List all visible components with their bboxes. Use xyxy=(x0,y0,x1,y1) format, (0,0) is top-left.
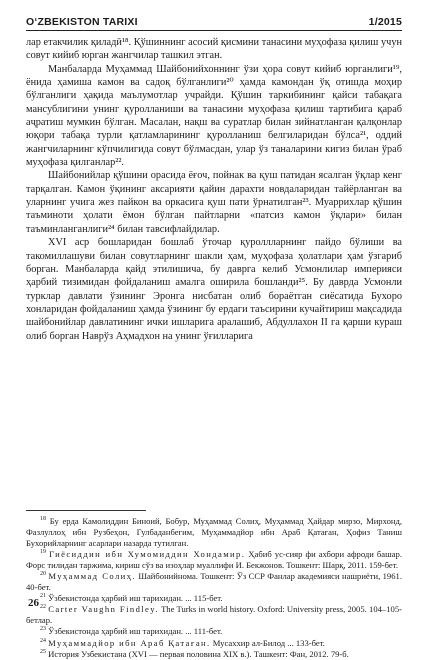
footnote-number: 20 xyxy=(40,571,46,578)
article-body xyxy=(26,36,402,343)
footnote-number: 18 xyxy=(40,516,46,523)
footnote-text: Шайбонийнома. Тошкент: Ўз ССР Фанлар академияси нашриёти, 1961. 40-бет. xyxy=(26,570,402,592)
footnote-text: Мусаххир ал-Билод ... 133-бет. xyxy=(212,637,325,648)
footnote xyxy=(26,549,402,571)
footnote xyxy=(26,516,402,548)
footnote xyxy=(26,604,402,626)
page-number: 26 xyxy=(28,597,39,609)
footnote-number: 24 xyxy=(40,637,46,644)
footnote-text: Ҳабиб ус-сияр фи ахбори афроди башар. Форс тилидан таржима, кириш сўз ва изоҳлар муаллифи И. Бекжонов. Тошкент: Шарқ, 2011. 159-бет. xyxy=(26,548,402,570)
footnote-author: Carter Vaughn Findley. xyxy=(48,604,159,615)
header-divider xyxy=(26,30,402,31)
footnote-author: Муҳаммадйор ибн Араб Қатаған. xyxy=(48,637,211,648)
footnote-number: 21 xyxy=(40,593,46,600)
paragraph: XVI аср бошларидан бошлаб ўточар қуроллларнинг пайдо бўлиши ва такомиллашуви билан совутларнинг шакли ҳам, муҳофаза ҳолатлари ҳам ўзгариб борган. Манбаларда қайд этилишича, бу даврга келиб Усмонлилар империяси ҳарбий тизимидан фойдаланиш амалга оширила бошланди²⁵. Бу даврда Усмонли турклар давлати ўзининг Эронга нисбатан олиб бораётган сиёсатида Бухоро хонларидан фойдаланиш ҳамда ўзининг бу ердаги таъсирини кучайтириш мақсадида шайбонийлар давлатининг ички ишларига аралашиб, Абдуллахон II га қарши кураш олиб борган Наврўз Аҳмадхон на унинг ўғилларига xyxy=(26,237,402,342)
footnote-text: Ўзбекистонда ҳарбий иш тарихидан. ... 115-бет. xyxy=(48,593,223,604)
footnote-number: 23 xyxy=(40,626,46,633)
footnote-number: 25 xyxy=(40,649,46,656)
footnotes xyxy=(26,516,402,660)
footnote xyxy=(26,649,402,660)
footnote xyxy=(26,626,402,637)
footnote-text: История Узбекистана (XVI — первая половина XIX в.). Ташкент: Фан, 2012. 79-б. xyxy=(48,649,349,660)
footnote-text: Ўзбекистонда ҳарбий иш тарихидан. ... 111-бет. xyxy=(48,626,223,637)
journal-title: O‘ZBEKISTON TARIXI xyxy=(26,16,138,28)
footnote-number: 19 xyxy=(40,549,46,556)
running-header xyxy=(26,10,402,28)
footnote xyxy=(26,571,402,593)
paragraph: Шайбонийлар қўшини орасида ёғоч, пойнак ва қуш патидан ясалган ўқлар кенг тарқалган. Камон ўқининг аксарияти қайин дарахти новдаларидан тайёрланган ва уларнинг учига жез пайкон ва оркасига қуш пати ўрнатилган²³. Муаррихлар қўшин таъминоти ҳолати ёмон бўлган пайтларни «патсиз камон ўқлари» билан таъминланганлиги²⁴ билан тавсифлайдилар. xyxy=(26,170,402,235)
paragraph: Манбаларда Муҳаммад Шайбонийхоннинг ўзи ҳора совут кийиб юрганлиги¹⁹, ёнида ҳамиша камон ва садоқ бўлганлиги²⁰ ҳамда камондан ўқ отишда моҳир бўлганлиги ҳақида маълумотлар учрайди. Қўшин таркибининг қайси табақага мансублигини унинг қуролланиши ва танасини муҳофаза қилиш тартибига қараб аҷратиш мумкин бўлган. Масалан, нақш ва суратлар билан зийнатланган қалқонлар юқори табақа турли қатламларининг қуролланиш белгиларидан бўлса²¹, оддий жангчиларнинг кўпчилигида совут бўлмасдан, улар ўз таналарини кигиз билан ўраб муҳофаза қилганлар²². xyxy=(26,63,402,169)
issue-number: 1/2015 xyxy=(368,16,402,28)
footnote-text: The Turks in world history. Oxford: University press, 2005. 104–105-бетлар. xyxy=(26,604,402,626)
paragraph: лар етакчилик қиладӣ¹⁸. Қўшиннинг асосий қисмини танасини муҳофаза қилиш учун совут кийиб юрган жангчилар ташкил этган. xyxy=(26,37,402,62)
footnote-text: Бу ерда Камолиддин Биноий, Бобур, Муҳаммад Солиҳ, Муҳаммад Ҳайдар мирзо, Мирхонд, Фазлуллоҳ ибн Рузбеҳон, Гулбаданбегим, Муҳаммадйор ибн Араб Қатаған, Ҳофиз Таниш Бухорийларнинг асарлари назарда тутилган. xyxy=(26,516,402,548)
footnote xyxy=(26,593,402,604)
footnote-number: 22 xyxy=(40,604,46,611)
footnote xyxy=(26,638,402,649)
footnote-author: Гиёсиддин ибн Хумомиддин Хондамир. xyxy=(49,548,246,559)
footnote-author: Муҳаммад Солиҳ. xyxy=(48,570,136,581)
footnote-divider xyxy=(26,510,146,511)
